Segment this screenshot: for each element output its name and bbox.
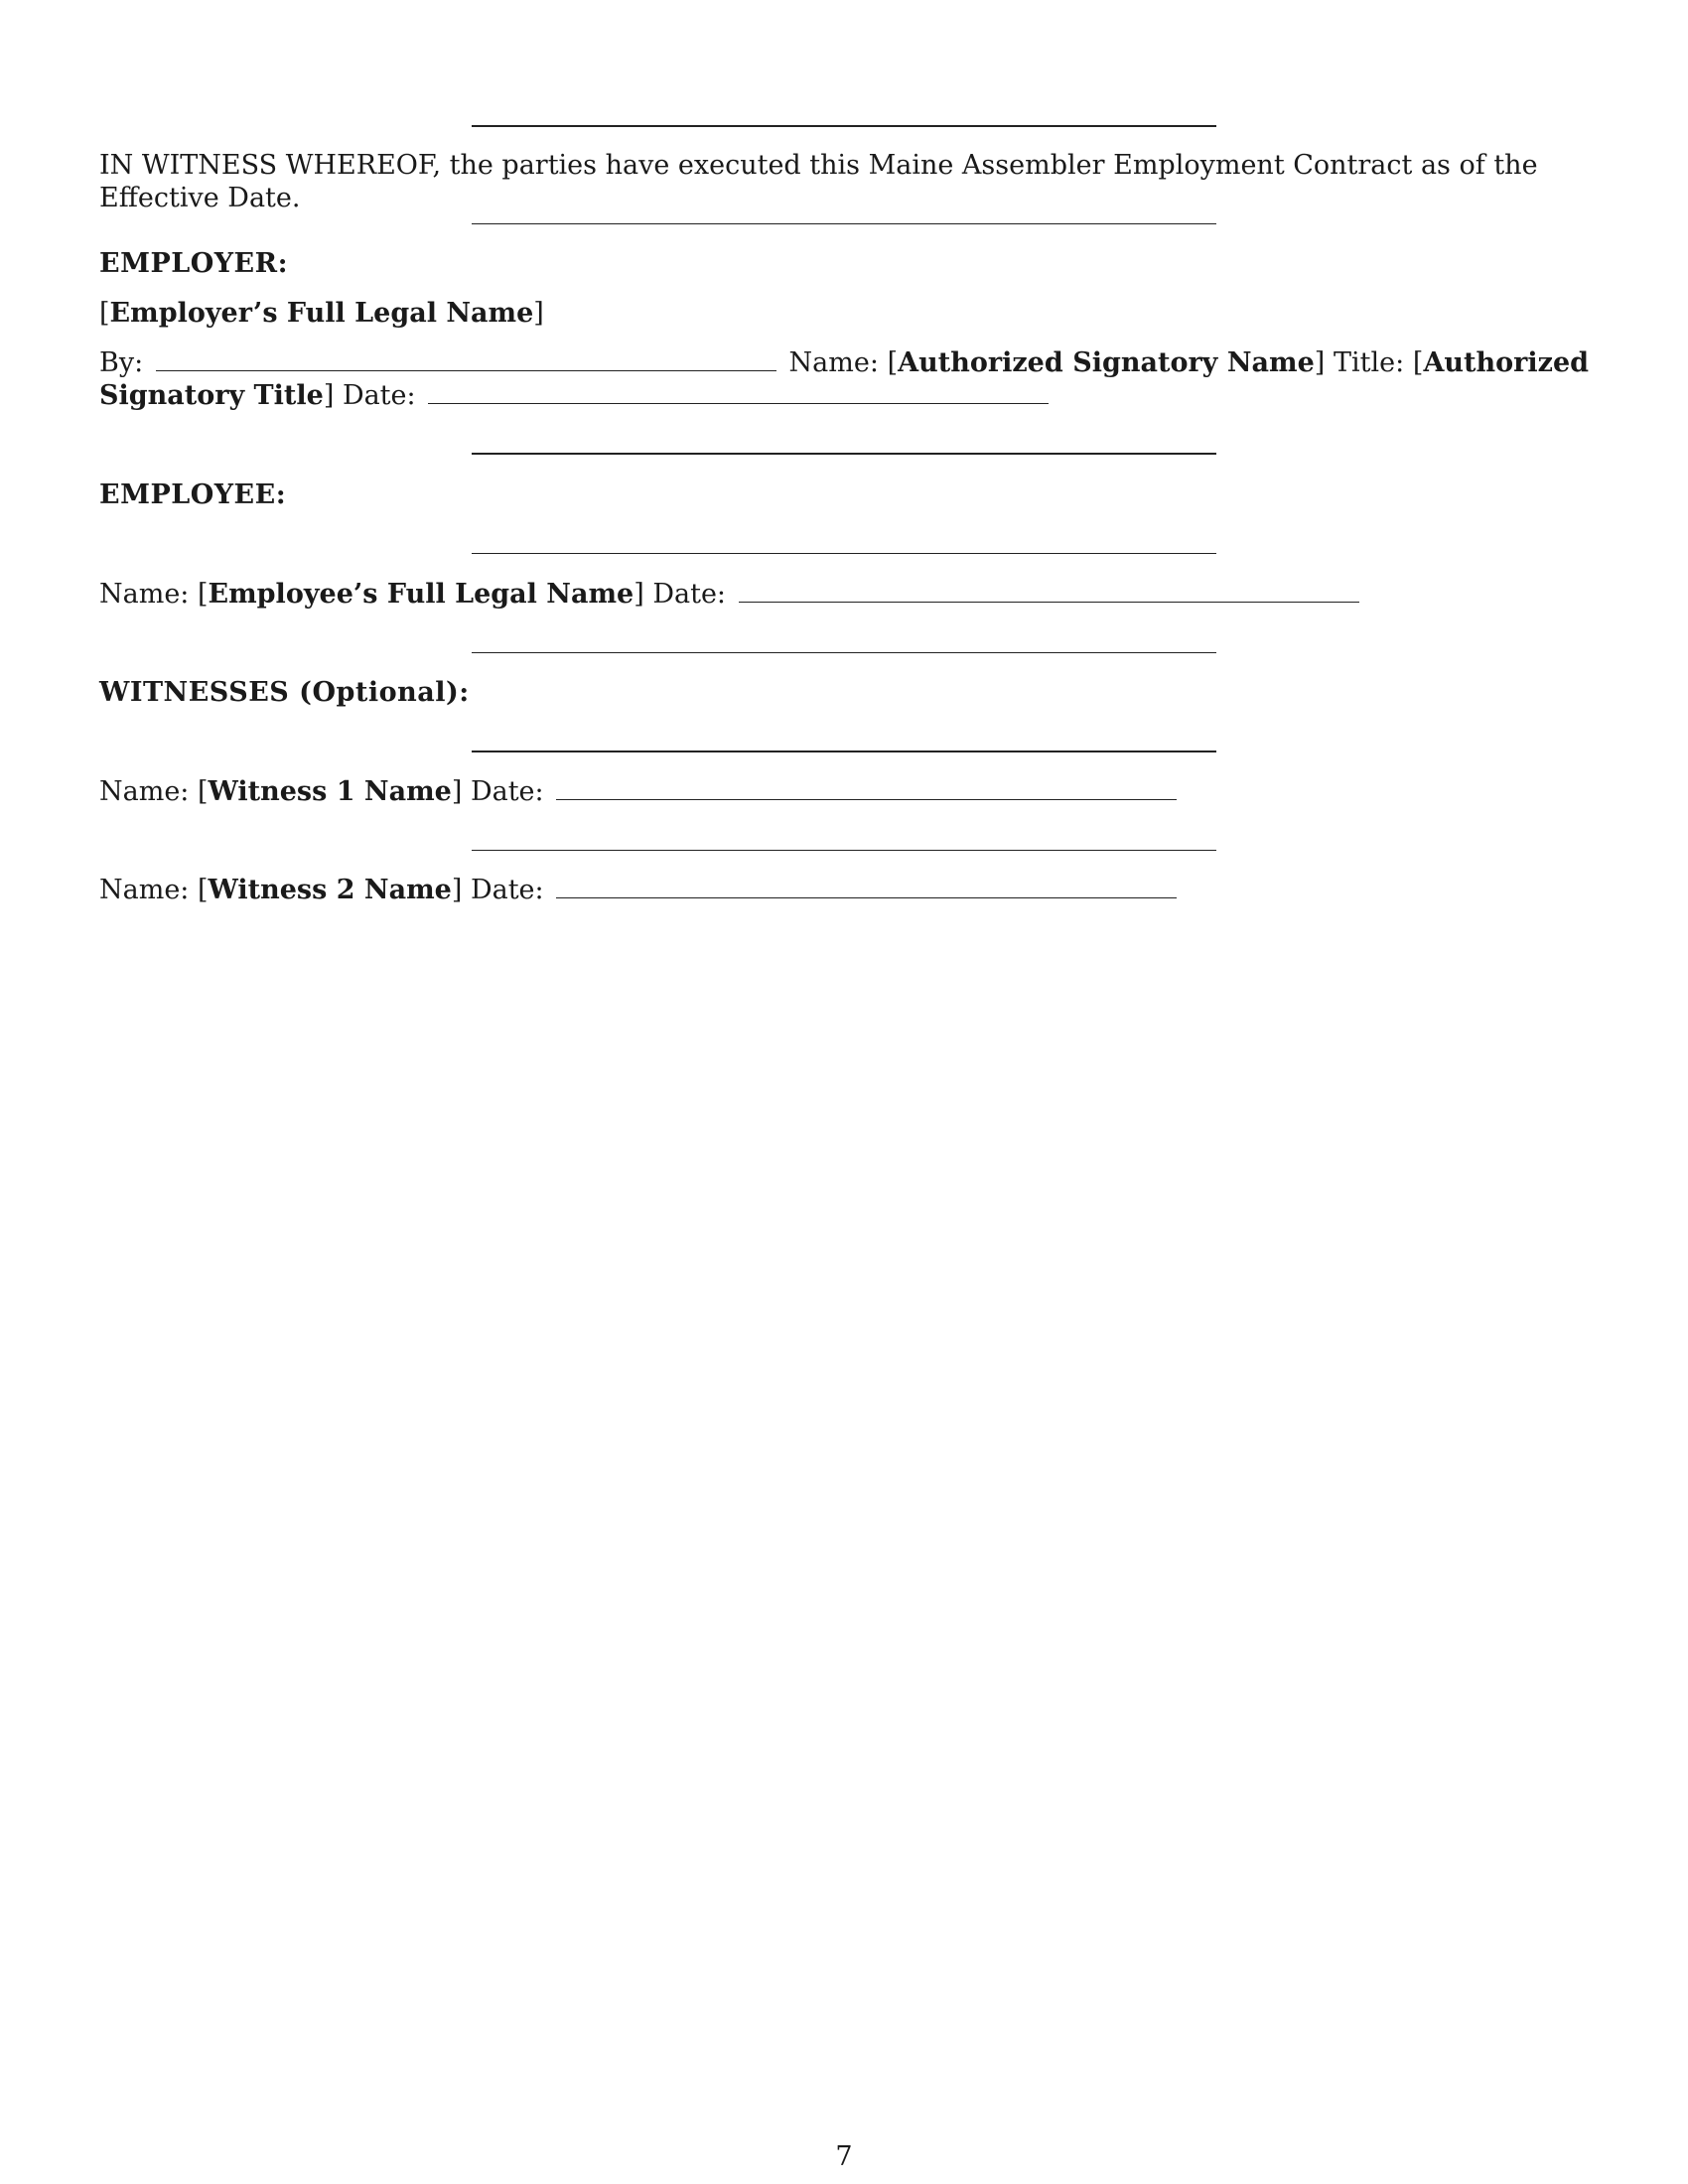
divider-rule <box>472 850 1216 851</box>
signatory-name-label: Name: <box>788 347 879 378</box>
employee-signature-block: Name: [Employee’s Full Legal Name] Date: <box>99 578 1363 611</box>
witness-2-signature-block: Name: [Witness 2 Name] Date: <box>99 874 1181 906</box>
divider-rule <box>472 453 1216 455</box>
employer-signature-line[interactable] <box>156 370 776 371</box>
employee-date-line[interactable] <box>739 602 1359 603</box>
employee-heading: EMPLOYEE: <box>99 479 287 510</box>
employee-date-label: Date: <box>652 579 727 610</box>
by-label: By: <box>99 347 144 378</box>
divider-rule <box>472 125 1216 127</box>
employer-legal-name-placeholder: Employer’s Full Legal Name <box>109 298 534 329</box>
witness-2-name-placeholder: Witness 2 Name <box>208 875 452 905</box>
witness-2-date-line[interactable] <box>556 897 1177 898</box>
employee-name-placeholder: Employee’s Full Legal Name <box>208 579 634 610</box>
witness-2-date-label: Date: <box>470 875 544 905</box>
divider-rule <box>472 553 1216 554</box>
witness-whereof-paragraph: IN WITNESS WHEREOF, the parties have executed this Maine Assembler Employment Contract as of the Effective Date. <box>99 150 1538 213</box>
signatory-name-placeholder: Authorized Signatory Name <box>898 347 1315 378</box>
witness-1-signature-block: Name: [Witness 1 Name] Date: <box>99 775 1181 808</box>
witness-2-name-label: Name: <box>99 875 190 905</box>
witness-1-date-line[interactable] <box>556 799 1177 800</box>
page-number: 7 <box>835 2141 853 2172</box>
employer-heading: EMPLOYER: <box>99 248 289 279</box>
witnesses-heading: WITNESSES (Optional): <box>99 677 470 708</box>
employer-date-label: Date: <box>342 380 416 411</box>
divider-rule <box>472 652 1216 653</box>
divider-rule <box>472 223 1216 224</box>
witness-1-date-label: Date: <box>470 776 544 807</box>
divider-rule <box>472 751 1216 752</box>
employee-name-label: Name: <box>99 579 190 610</box>
signatory-title-label: Title: <box>1334 347 1405 378</box>
witness-1-name-label: Name: <box>99 776 190 807</box>
employer-signature-block: By: Name: [Authorized Signatory Name] Title: [Authorized Signatory Title] Date: <box>99 347 1590 411</box>
witness-1-name-placeholder: Witness 1 Name <box>208 776 452 807</box>
employer-date-line[interactable] <box>428 403 1049 404</box>
signatory-title-placeholder: Authorized Signatory Title <box>99 347 1590 411</box>
employer-legal-name: [Employer’s Full Legal Name] <box>99 298 544 329</box>
